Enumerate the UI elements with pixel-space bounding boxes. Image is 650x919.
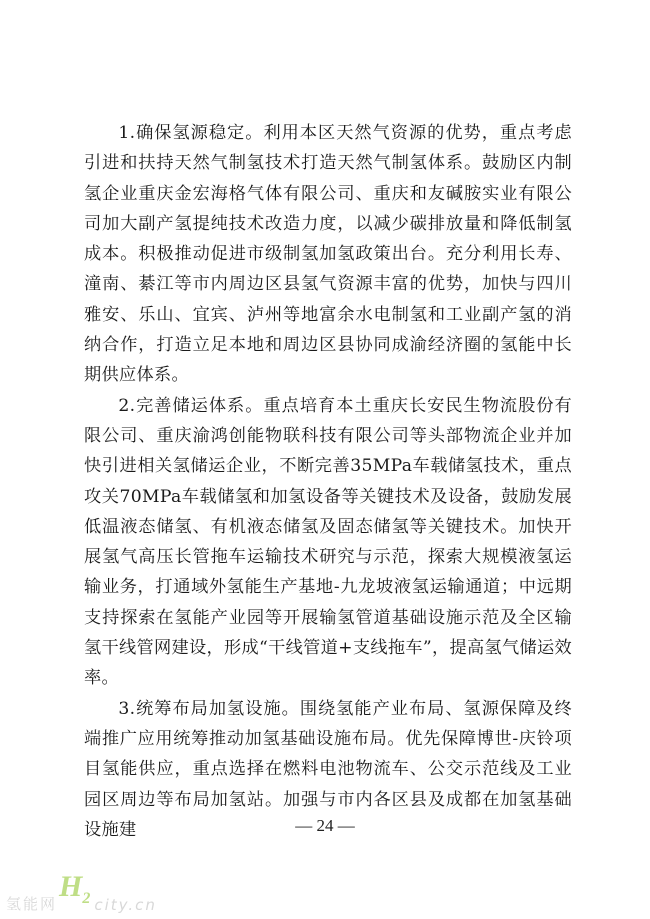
paragraph-hydrogen-source: 1.确保氢源稳定。利用本区天然气资源的优势，重点考虑引进和扶持天然气制氢技术打造天然气制氢体系。鼓励区内制氢企业重庆金宏海格气体有限公司、重庆和友碱胺实业有限公司加大副产氢提纯技术改造力度，以减少碳排放量和降低制氢成本。积极推动促进市级制氢加氢政策出台。充分利用长寿、潼南、綦江等市内周边区县氢气资源丰富的优势，加快与四川雅安、乐山、宜宾、泸州等地富余水电制氢和工业副产氢的消纳合作，打造立足本地和周边区县协同成渝经济圈的氢能中长期供应体系。	[84, 123, 572, 386]
paragraph-storage-transport: 2.完善储运体系。重点培育本土重庆长安民生物流股份有限公司、重庆渝鸿创能物联科技有限公司等头部物流企业并加快引进相关氢储运企业，不断完善35MPa车载储氢技术，重点攻关70MPa车载储氢和加氢设备等关键技术及设备，鼓励发展低温液态储氢、有机液态储氢及固态储氢等关键技术。加快开展氢气高压长管拖车运输技术研究与示范，探索大规模液氢运输业务，打通域外氢能生产基地-九龙坡液氢运输通道；中远期支持探索在氢能产业园等开展输氢管道基础设施示范及全区输氢干线管网建设，形成“干线管道+支线拖车”，提高氢气储运效率。	[84, 395, 572, 689]
paragraph-refueling-facilities: 3.统筹布局加氢设施。围绕氢能产业布局、氢源保障及终端推广应用统筹推动加氢基础设施布局。优先保障博世-庆铃项目氢能供应，重点选择在燃料电池物流车、公交示范线及工业园区周边等布局加氢站。加强与市内各区县及成都在加氢基础设施建	[84, 698, 572, 840]
site-watermark	[6, 870, 157, 914]
page-number: — 24 —	[295, 816, 355, 835]
watermark-prefix: 氢能网	[6, 895, 58, 913]
document-body	[84, 118, 572, 845]
watermark-suffix: city.cn	[94, 896, 157, 914]
h2-logo-icon: $H_2$	[59, 870, 91, 907]
